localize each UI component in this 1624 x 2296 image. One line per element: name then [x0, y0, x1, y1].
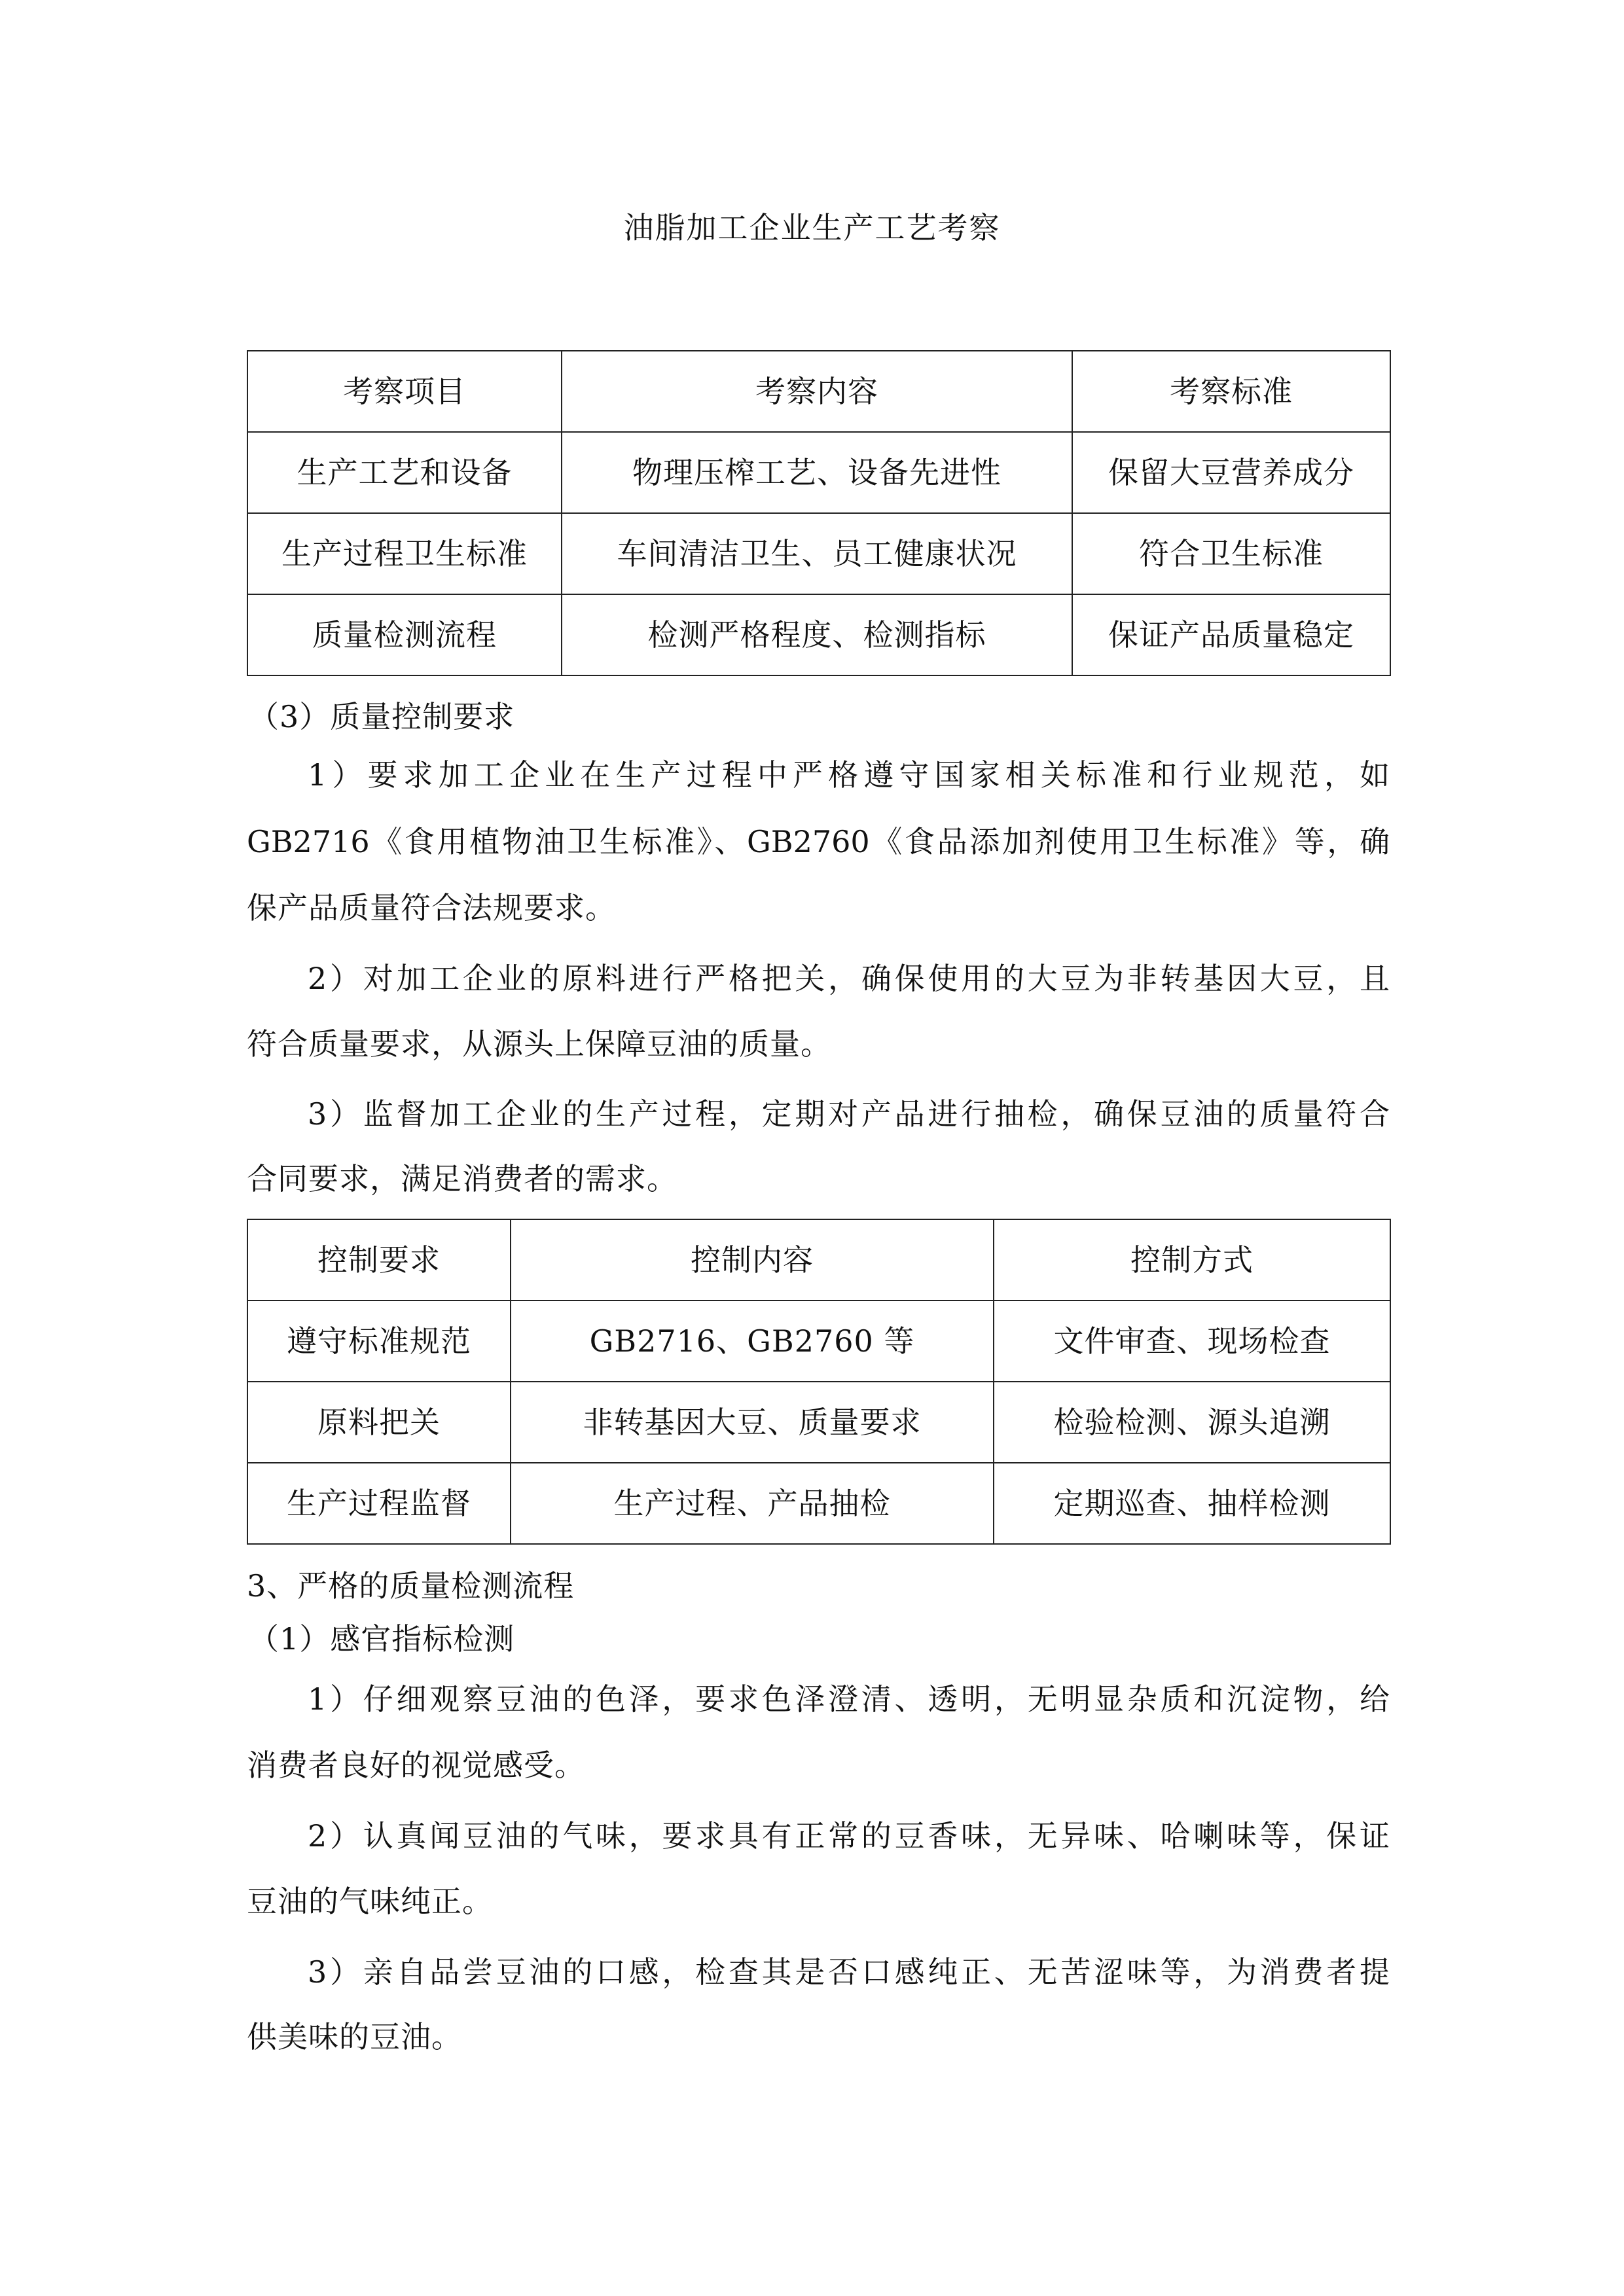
- table-row: [247, 513, 1390, 594]
- paragraph-line: 合同要求，满足消费者的需求。: [247, 1161, 677, 1196]
- table-header-row: [247, 351, 1390, 432]
- paragraph-line: 2）认真闻豆油的气味，要求具有正常的豆香味，无异味、哈喇味等，保证: [308, 1818, 1390, 1854]
- table-cell: 生产过程监督: [247, 1463, 511, 1544]
- paragraph-line: 消费者良好的视觉感受。: [247, 1748, 585, 1783]
- table-cell: 文件审查、现场检查: [994, 1300, 1390, 1382]
- table-cell: 遵守标准规范: [247, 1300, 511, 1382]
- table-row: [247, 432, 1390, 513]
- table-cell: 符合卫生标准: [1072, 513, 1390, 594]
- table-cell: 生产过程、产品抽检: [511, 1463, 994, 1544]
- table-row: [247, 1463, 1390, 1544]
- table-cell: GB2716、GB2760 等: [511, 1300, 994, 1382]
- quality-control-table: [247, 1219, 1391, 1545]
- paragraph-line: 1）要求加工企业在生产过程中严格遵守国家相关标准和行业规范，如: [308, 757, 1390, 793]
- section-heading: （3）质量控制要求: [249, 699, 515, 734]
- table-header-cell: 考察标准: [1072, 351, 1390, 432]
- table-cell: 定期巡查、抽样检测: [994, 1463, 1390, 1544]
- table-cell: 检验检测、源头追溯: [994, 1382, 1390, 1463]
- table-cell: 原料把关: [247, 1382, 511, 1463]
- table-cell: 保留大豆营养成分: [1072, 432, 1390, 513]
- paragraph-line: 3）亲自品尝豆油的口感，检查其是否口感纯正、无苦涩味等，为消费者提: [308, 1954, 1390, 1990]
- paragraph-line: 3）监督加工企业的生产过程，定期对产品进行抽检，确保豆油的质量符合: [308, 1096, 1390, 1132]
- table-header-cell: 控制要求: [247, 1219, 511, 1300]
- subsection-heading: （1）感官指标检测: [249, 1621, 515, 1657]
- paragraph-line: 豆油的气味纯正。: [247, 1884, 493, 1919]
- table-header-cell: 考察内容: [562, 351, 1072, 432]
- table-cell: 检测严格程度、检测指标: [562, 594, 1072, 675]
- paragraph-line: 2）对加工企业的原料进行严格把关，确保使用的大豆为非转基因大豆，且: [308, 961, 1390, 996]
- section-heading: 3、严格的质量检测流程: [247, 1568, 575, 1604]
- paragraph-line: GB2716《食用植物油卫生标准》、GB2760《食品添加剂使用卫生标准》等，确: [247, 824, 1390, 859]
- table-header-row: [247, 1219, 1390, 1300]
- table-cell: 生产过程卫生标准: [247, 513, 562, 594]
- paragraph-line: 1）仔细观察豆油的色泽，要求色泽澄清、透明，无明显杂质和沉淀物，给: [308, 1681, 1390, 1717]
- paragraph-line: 符合质量要求，从源头上保障豆油的质量。: [247, 1026, 831, 1062]
- table-header-cell: 控制方式: [994, 1219, 1390, 1300]
- table-cell: 车间清洁卫生、员工健康状况: [562, 513, 1072, 594]
- paragraph-line: 保产品质量符合法规要求。: [247, 890, 616, 925]
- table-cell: 物理压榨工艺、设备先进性: [562, 432, 1072, 513]
- table-cell: 质量检测流程: [247, 594, 562, 675]
- paragraph-line: 供美味的豆油。: [247, 2019, 462, 2054]
- table-header-cell: 控制内容: [511, 1219, 994, 1300]
- table-row: [247, 1300, 1390, 1382]
- table-cell: 非转基因大豆、质量要求: [511, 1382, 994, 1463]
- table-row: [247, 594, 1390, 675]
- table-cell: 保证产品质量稳定: [1072, 594, 1390, 675]
- inspection-table: [247, 350, 1391, 676]
- table-cell: 生产工艺和设备: [247, 432, 562, 513]
- table-header-cell: 考察项目: [247, 351, 562, 432]
- table-row: [247, 1382, 1390, 1463]
- page-title: 油脂加工企业生产工艺考察: [623, 210, 1001, 245]
